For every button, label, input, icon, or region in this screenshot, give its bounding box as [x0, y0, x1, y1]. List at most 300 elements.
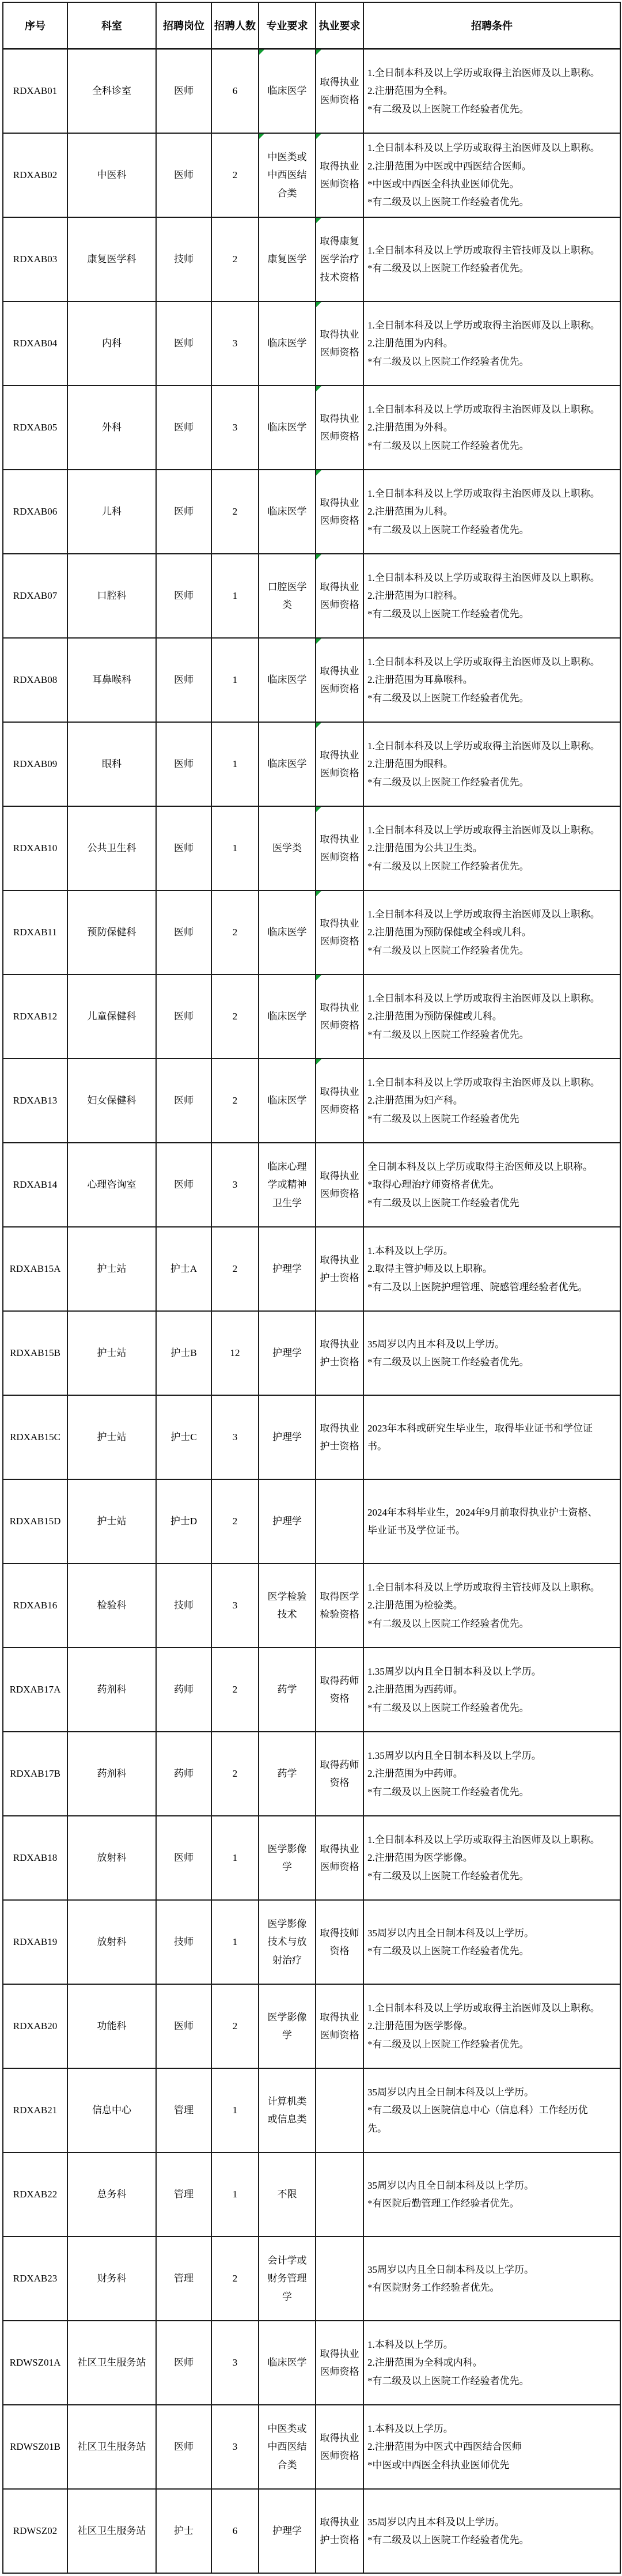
cell-department: 护士站: [67, 1395, 156, 1479]
cell-serial: RDXAB21: [3, 2068, 67, 2152]
condition-line: 1.全日制本科及以上学历或取得主治医师及以上职称。: [367, 992, 600, 1004]
condition-line: 1.全日制本科及以上学历或取得主管技师及以上职称。: [367, 1581, 600, 1593]
cell-position: 医师: [156, 722, 211, 806]
table-row: [3, 1395, 620, 1479]
cell-conditions: [363, 49, 620, 134]
practice-requirement-text: 取得执业护士资格: [320, 2516, 359, 2545]
cell-headcount: 1: [211, 2068, 259, 2152]
cell-conditions: [363, 2068, 620, 2152]
cell-serial: RDXAB11: [3, 890, 67, 975]
cell-headcount: 1: [211, 806, 259, 890]
cell-practice-requirement: [316, 470, 363, 554]
practice-requirement-text: 取得执业医师资格: [320, 1002, 359, 1031]
table-row: [3, 1816, 620, 1900]
major-requirement-text: 计算机类或信息类: [267, 2095, 307, 2125]
cell-department: 内科: [67, 301, 156, 386]
table-row: [3, 1311, 620, 1395]
cell-conditions: [363, 1816, 620, 1900]
cell-practice-requirement: [316, 1395, 363, 1479]
cell-major-requirement: [259, 806, 316, 890]
condition-line: 2023年本科或研究生毕业生，取得毕业证书和学位证书。: [367, 1422, 593, 1452]
condition-line: 35周岁以内且本科及以上学历。: [367, 1338, 505, 1350]
cell-practice-requirement: [316, 1479, 363, 1563]
major-requirement-text: 医学影像技术与放射治疗: [267, 1918, 307, 1966]
major-requirement-text: 护理学: [272, 2525, 302, 2537]
cell-headcount: 2: [211, 217, 259, 301]
cell-major-requirement: [259, 2068, 316, 2152]
condition-line: *有二级及以上医院工作经验者优先。: [367, 103, 529, 115]
cell-department: 药剂科: [67, 1732, 156, 1816]
table-row: [3, 386, 620, 470]
cell-department: 妇女保健科: [67, 1059, 156, 1143]
table-body: [3, 49, 620, 2574]
excel-error-flag-icon: [316, 134, 321, 139]
major-requirement-text: 护理学: [272, 1263, 302, 1275]
cell-serial: RDXAB12: [3, 975, 67, 1059]
cell-major-requirement: [259, 890, 316, 975]
major-requirement-text: 临床医学: [267, 506, 307, 518]
practice-requirement-text: 取得药师资格: [320, 1759, 359, 1788]
condition-line: 2.注册范围为内科。: [367, 338, 453, 349]
cell-headcount: 6: [211, 2489, 259, 2573]
condition-line: *有二级及以上医院工作经验者优先。: [367, 2375, 529, 2386]
condition-line: 1.本科及以上学历。: [367, 2339, 453, 2350]
cell-headcount: 6: [211, 49, 259, 134]
cell-major-requirement: [259, 638, 316, 722]
cell-position: 护士B: [156, 1311, 211, 1395]
condition-line: *有二级及以上医院工作经验者优先。: [367, 692, 529, 704]
cell-major-requirement: [259, 2237, 316, 2321]
condition-line: 2.取得主管护师及以上职称。: [367, 1263, 492, 1275]
cell-practice-requirement: [316, 554, 363, 638]
practice-requirement-text: 取得执业医师资格: [320, 2432, 359, 2461]
header-row: [3, 2, 620, 49]
excel-error-flag-icon: [316, 975, 321, 980]
excel-error-flag-icon: [316, 50, 321, 55]
practice-requirement-text: 取得执业医师资格: [320, 833, 359, 863]
cell-headcount: 3: [211, 2321, 259, 2405]
practice-requirement-text: 取得执业医师资格: [320, 917, 359, 947]
cell-major-requirement: [259, 2321, 316, 2405]
excel-error-flag-icon: [316, 302, 321, 307]
condition-line: 1.本科及以上学历。: [367, 1245, 453, 1256]
cell-serial: RDXAB01: [3, 49, 67, 134]
major-requirement-text: 临床医学: [267, 338, 307, 349]
condition-line: 1.全日制本科及以上学历或取得主治医师及以上职称。: [367, 2002, 600, 2014]
cell-headcount: 3: [211, 2405, 259, 2489]
condition-line: *有医院后勤管理工作经验者优先。: [367, 2198, 519, 2209]
table-row: [3, 1563, 620, 1648]
cell-department: 康复医学科: [67, 217, 156, 301]
cell-practice-requirement: [316, 806, 363, 890]
condition-line: 35周岁以内且全日制本科及以上学历。: [367, 2086, 534, 2098]
cell-practice-requirement: [316, 2489, 363, 2573]
major-requirement-text: 药学: [277, 1684, 297, 1695]
major-requirement-text: 医学影像学: [267, 1843, 307, 1872]
cell-serial: RDXAB14: [3, 1143, 67, 1227]
condition-line: *有二级及以上医院工作经验者优先。: [367, 2038, 529, 2050]
cell-serial: RDXAB18: [3, 1816, 67, 1900]
table-row: [3, 1900, 620, 1984]
condition-line: 2.注册范围为中医式中西医结合医师: [367, 2441, 522, 2453]
cell-headcount: 1: [211, 638, 259, 722]
cell-position: 医师: [156, 301, 211, 386]
condition-line: 2.注册范围为医学影像。: [367, 2020, 473, 2032]
cell-practice-requirement: [316, 1143, 363, 1227]
excel-error-flag-icon: [316, 1059, 321, 1064]
condition-line: *有二级及以上医院工作经验者优先。: [367, 524, 529, 535]
condition-line: *有二级及以上医院工作经验者优先。: [367, 1946, 529, 1956]
cell-headcount: 1: [211, 1900, 259, 1984]
cell-department: 眼科: [67, 722, 156, 806]
cell-practice-requirement: [316, 890, 363, 975]
condition-line: 1.全日制本科及以上学历或取得主管技师及以上职称。: [367, 244, 600, 256]
major-requirement-text: 会计学或财务管理学: [267, 2254, 307, 2302]
cell-headcount: 2: [211, 1479, 259, 1563]
condition-line: 2.注册范围为公共卫生类。: [367, 843, 483, 854]
col-header-headcount: 招聘人数: [211, 2, 259, 49]
cell-department: 外科: [67, 386, 156, 470]
cell-conditions: [363, 722, 620, 806]
table-row: [3, 975, 620, 1059]
cell-major-requirement: [259, 975, 316, 1059]
practice-requirement-text: 取得执业护士资格: [320, 1338, 359, 1368]
table-row: [3, 1648, 620, 1732]
condition-line: *中医或中西医全科执业医师优先。: [367, 179, 519, 190]
cell-department: 口腔科: [67, 554, 156, 638]
cell-major-requirement: [259, 722, 316, 806]
excel-error-flag-icon: [316, 554, 321, 560]
col-header-major-requirement: 专业要求: [259, 2, 316, 49]
cell-practice-requirement: [316, 2068, 363, 2152]
cell-serial: RDWSZ02: [3, 2489, 67, 2573]
table-row: [3, 2489, 620, 2573]
cell-major-requirement: [259, 1900, 316, 1984]
condition-line: *有二级及以上医院工作经验者优先。: [367, 2535, 529, 2545]
cell-department: 护士站: [67, 1227, 156, 1311]
major-requirement-text: 护理学: [272, 1431, 302, 1443]
practice-requirement-text: 取得执业医师资格: [320, 2348, 359, 2377]
condition-line: 2024年本科毕业生，2024年9月前取得执业护士资格、毕业证书及学位证书。: [367, 1506, 598, 1536]
practice-requirement-text: 取得执业医师资格: [320, 581, 359, 610]
cell-practice-requirement: [316, 49, 363, 134]
condition-line: 1.35周岁以内且全日制本科及以上学历。: [367, 1665, 541, 1677]
cell-headcount: 3: [211, 1395, 259, 1479]
practice-requirement-text: 取得执业医师资格: [320, 328, 359, 358]
practice-requirement-text: 取得药师资格: [320, 1675, 359, 1704]
cell-conditions: [363, 975, 620, 1059]
major-requirement-text: 临床心理学或精神卫生学: [267, 1161, 307, 1208]
cell-department: 财务科: [67, 2237, 156, 2321]
table-row: [3, 554, 620, 638]
major-requirement-text: 临床医学: [267, 422, 307, 433]
cell-conditions: [363, 638, 620, 722]
excel-error-flag-icon: [259, 134, 264, 139]
table-row: [3, 49, 620, 134]
cell-practice-requirement: [316, 217, 363, 301]
excel-error-flag-icon: [316, 639, 321, 644]
major-requirement-text: 护理学: [272, 1347, 302, 1359]
practice-requirement-text: 取得康复医学治疗技术资格: [320, 235, 359, 283]
cell-major-requirement: [259, 1816, 316, 1900]
major-requirement-text: 临床医学: [267, 1011, 307, 1022]
cell-department: 护士站: [67, 1479, 156, 1563]
cell-position: 医师: [156, 1143, 211, 1227]
cell-major-requirement: [259, 470, 316, 554]
table-header: [3, 2, 620, 49]
practice-requirement-text: 取得执业医师资格: [320, 665, 359, 694]
recruitment-table: [2, 2, 621, 2574]
cell-position: 药师: [156, 1732, 211, 1816]
cell-conditions: [363, 217, 620, 301]
cell-position: 护士D: [156, 1479, 211, 1563]
condition-line: 1.全日制本科及以上学历或取得主治医师及以上职称。: [367, 142, 600, 154]
condition-line: 2.注册范围为全科或内科。: [367, 2357, 483, 2369]
cell-serial: RDXAB04: [3, 301, 67, 386]
cell-serial: RDXAB15B: [3, 1311, 67, 1395]
cell-major-requirement: [259, 133, 316, 217]
condition-line: 1.全日制本科及以上学历或取得主治医师及以上职称。: [367, 572, 600, 583]
cell-conditions: [363, 1479, 620, 1563]
col-header-serial: 序号: [3, 2, 67, 49]
cell-department: 儿科: [67, 470, 156, 554]
cell-major-requirement: [259, 49, 316, 134]
cell-serial: RDXAB15D: [3, 1479, 67, 1563]
condition-line: *有二及以上医院护理管理、院感管理经验者优先。: [367, 1281, 588, 1293]
condition-line: 1.全日制本科及以上学历或取得主治医师及以上职称。: [367, 488, 600, 499]
condition-line: *有二级及以上医院工作经验者优先。: [367, 608, 529, 620]
condition-line: 2.注册范围为口腔科。: [367, 590, 463, 602]
table-row: [3, 722, 620, 806]
col-header-conditions: 招聘条件: [363, 2, 620, 49]
cell-conditions: [363, 1143, 620, 1227]
condition-line: 1.35周岁以内且全日制本科及以上学历。: [367, 1750, 541, 1761]
condition-line: 全日制本科及以上学历或取得主治医师及以上职称。: [367, 1161, 593, 1172]
major-requirement-text: 口腔医学类: [267, 581, 307, 610]
major-requirement-text: 中医类或中西医结合类: [267, 151, 307, 199]
cell-headcount: 1: [211, 554, 259, 638]
cell-conditions: [363, 470, 620, 554]
practice-requirement-text: 取得执业医师资格: [320, 497, 359, 526]
condition-line: *有二级及以上医院工作经验者优先。: [367, 860, 529, 872]
cell-headcount: 12: [211, 1311, 259, 1395]
condition-line: 1.全日制本科及以上学历或取得主治医师及以上职称。: [367, 1834, 600, 1845]
major-requirement-text: 康复医学: [267, 254, 307, 265]
major-requirement-text: 临床医学: [267, 1095, 307, 1106]
cell-major-requirement: [259, 301, 316, 386]
cell-headcount: 2: [211, 470, 259, 554]
cell-department: 信息中心: [67, 2068, 156, 2152]
condition-line: 1.全日制本科及以上学历或取得主治医师及以上职称。: [367, 908, 600, 920]
cell-major-requirement: [259, 1648, 316, 1732]
major-requirement-text: 医学影像学: [267, 2011, 307, 2041]
cell-major-requirement: [259, 1143, 316, 1227]
condition-line: *取得心理治疗师资格者优先。: [367, 1179, 500, 1191]
cell-serial: RDXAB10: [3, 806, 67, 890]
cell-practice-requirement: [316, 1227, 363, 1311]
major-requirement-text: 临床医学: [267, 758, 307, 770]
cell-headcount: 2: [211, 1732, 259, 1816]
cell-position: 医师: [156, 49, 211, 134]
cell-position: 管理: [156, 2068, 211, 2152]
condition-line: 2.注册范围为耳鼻喉科。: [367, 674, 473, 686]
cell-position: 医师: [156, 386, 211, 470]
cell-serial: RDXAB13: [3, 1059, 67, 1143]
cell-practice-requirement: [316, 638, 363, 722]
table-row: [3, 1732, 620, 1816]
cell-department: 放射科: [67, 1900, 156, 1984]
cell-serial: RDXAB16: [3, 1563, 67, 1648]
cell-headcount: 1: [211, 2152, 259, 2237]
cell-headcount: 2: [211, 1984, 259, 2068]
cell-position: 护士: [156, 2489, 211, 2573]
cell-serial: RDWSZ01B: [3, 2405, 67, 2489]
cell-major-requirement: [259, 2489, 316, 2573]
cell-serial: RDXAB02: [3, 133, 67, 217]
cell-headcount: 1: [211, 722, 259, 806]
condition-line: 1.本科及以上学历。: [367, 2423, 453, 2434]
cell-conditions: [363, 1059, 620, 1143]
cell-major-requirement: [259, 1479, 316, 1563]
cell-headcount: 2: [211, 133, 259, 217]
condition-line: *有医院财务工作经验者优先。: [367, 2282, 500, 2293]
practice-requirement-text: 取得执业护士资格: [320, 1254, 359, 1283]
table-row: [3, 301, 620, 386]
cell-major-requirement: [259, 1059, 316, 1143]
cell-position: 医师: [156, 2321, 211, 2405]
table-row: [3, 1227, 620, 1311]
condition-line: *有二级及以上医院工作经验者优先。: [367, 263, 529, 274]
table-row: [3, 2152, 620, 2237]
condition-line: *中医或中西医全科执业医师优先: [367, 2459, 510, 2471]
cell-conditions: [363, 386, 620, 470]
practice-requirement-text: 取得执业医师资格: [320, 1843, 359, 1872]
condition-line: 35周岁以内且全日制本科及以上学历。: [367, 1927, 534, 1939]
cell-practice-requirement: [316, 1311, 363, 1395]
condition-line: 2.注册范围为全科。: [367, 85, 453, 97]
cell-position: 护士C: [156, 1395, 211, 1479]
cell-serial: RDXAB03: [3, 217, 67, 301]
major-requirement-text: 临床医学: [267, 674, 307, 686]
condition-line: *有二级及以上医院工作经验者优先。: [367, 1870, 529, 1882]
excel-error-flag-icon: [259, 50, 264, 55]
condition-line: 1.全日制本科及以上学历或取得主治医师及以上职称。: [367, 403, 600, 415]
condition-line: 1.全日制本科及以上学历或取得主治医师及以上职称。: [367, 824, 600, 836]
cell-department: 社区卫生服务站: [67, 2405, 156, 2489]
cell-position: 医师: [156, 806, 211, 890]
cell-practice-requirement: [316, 1816, 363, 1900]
cell-conditions: [363, 1311, 620, 1395]
cell-major-requirement: [259, 1732, 316, 1816]
col-header-department: 科室: [67, 2, 156, 49]
condition-line: 2.注册范围为外科。: [367, 422, 453, 433]
condition-line: 1.全日制本科及以上学历或取得主治医师及以上职称。: [367, 1077, 600, 1088]
cell-conditions: [363, 1732, 620, 1816]
condition-line: 1.全日制本科及以上学历或取得主治医师及以上职称。: [367, 740, 600, 751]
cell-serial: RDXAB19: [3, 1900, 67, 1984]
cell-conditions: [363, 806, 620, 890]
condition-line: 35周岁以内且全日制本科及以上学历。: [367, 2180, 534, 2191]
cell-serial: RDXAB17A: [3, 1648, 67, 1732]
condition-line: *有二级及以上医院工作经验者优先。: [367, 197, 529, 208]
practice-requirement-text: 取得医学检验资格: [320, 1591, 359, 1620]
table-row: [3, 806, 620, 890]
excel-error-flag-icon: [316, 218, 321, 223]
table-row: [3, 2068, 620, 2152]
cell-conditions: [363, 890, 620, 975]
cell-practice-requirement: [316, 1732, 363, 1816]
cell-serial: RDXAB06: [3, 470, 67, 554]
cell-practice-requirement: [316, 1984, 363, 2068]
cell-position: 医师: [156, 470, 211, 554]
cell-serial: RDXAB15C: [3, 1395, 67, 1479]
cell-position: 医师: [156, 890, 211, 975]
cell-practice-requirement: [316, 386, 363, 470]
cell-position: 医师: [156, 638, 211, 722]
major-requirement-text: 不限: [277, 2189, 297, 2200]
cell-position: 医师: [156, 2405, 211, 2489]
cell-serial: RDXAB05: [3, 386, 67, 470]
col-header-position: 招聘岗位: [156, 2, 211, 49]
practice-requirement-text: 取得执业医师资格: [320, 749, 359, 779]
table-row: [3, 2321, 620, 2405]
cell-major-requirement: [259, 2152, 316, 2237]
cell-conditions: [363, 1395, 620, 1479]
cell-department: 心理咨询室: [67, 1143, 156, 1227]
practice-requirement-text: 取得执业医师资格: [320, 1086, 359, 1115]
cell-major-requirement: [259, 1395, 316, 1479]
condition-line: 1.全日制本科及以上学历或取得主治医师及以上职称。: [367, 67, 600, 78]
cell-serial: RDXAB17B: [3, 1732, 67, 1816]
cell-department: 耳鼻喉科: [67, 638, 156, 722]
table-row: [3, 638, 620, 722]
cell-headcount: 2: [211, 1227, 259, 1311]
table-row: [3, 1143, 620, 1227]
cell-practice-requirement: [316, 2405, 363, 2489]
cell-position: 技师: [156, 217, 211, 301]
major-requirement-text: 护理学: [272, 1516, 302, 1527]
cell-major-requirement: [259, 217, 316, 301]
cell-department: 社区卫生服务站: [67, 2489, 156, 2573]
cell-major-requirement: [259, 1311, 316, 1395]
cell-position: 医师: [156, 1059, 211, 1143]
cell-conditions: [363, 2152, 620, 2237]
cell-serial: RDWSZ01A: [3, 2321, 67, 2405]
cell-headcount: 3: [211, 301, 259, 386]
cell-department: 放射科: [67, 1816, 156, 1900]
cell-conditions: [363, 2321, 620, 2405]
cell-headcount: 2: [211, 1059, 259, 1143]
cell-conditions: [363, 1900, 620, 1984]
condition-line: 35周岁以内且全日制本科及以上学历。: [367, 2264, 534, 2275]
cell-department: 检验科: [67, 1563, 156, 1648]
cell-conditions: [363, 1227, 620, 1311]
condition-line: *有二级及以上医院信息中心（信息科）工作经历优先。: [367, 2105, 588, 2134]
practice-requirement-text: 取得执业医师资格: [320, 160, 359, 190]
condition-line: *有二级及以上医院工作经验者优先。: [367, 776, 529, 788]
cell-position: 技师: [156, 1900, 211, 1984]
table-row: [3, 470, 620, 554]
cell-practice-requirement: [316, 2237, 363, 2321]
cell-practice-requirement: [316, 1563, 363, 1648]
cell-headcount: 2: [211, 2237, 259, 2321]
cell-headcount: 1: [211, 1816, 259, 1900]
cell-serial: RDXAB07: [3, 554, 67, 638]
table-row: [3, 2237, 620, 2321]
cell-headcount: 2: [211, 890, 259, 975]
major-requirement-text: 临床医学: [267, 2357, 307, 2369]
table-row: [3, 1984, 620, 2068]
